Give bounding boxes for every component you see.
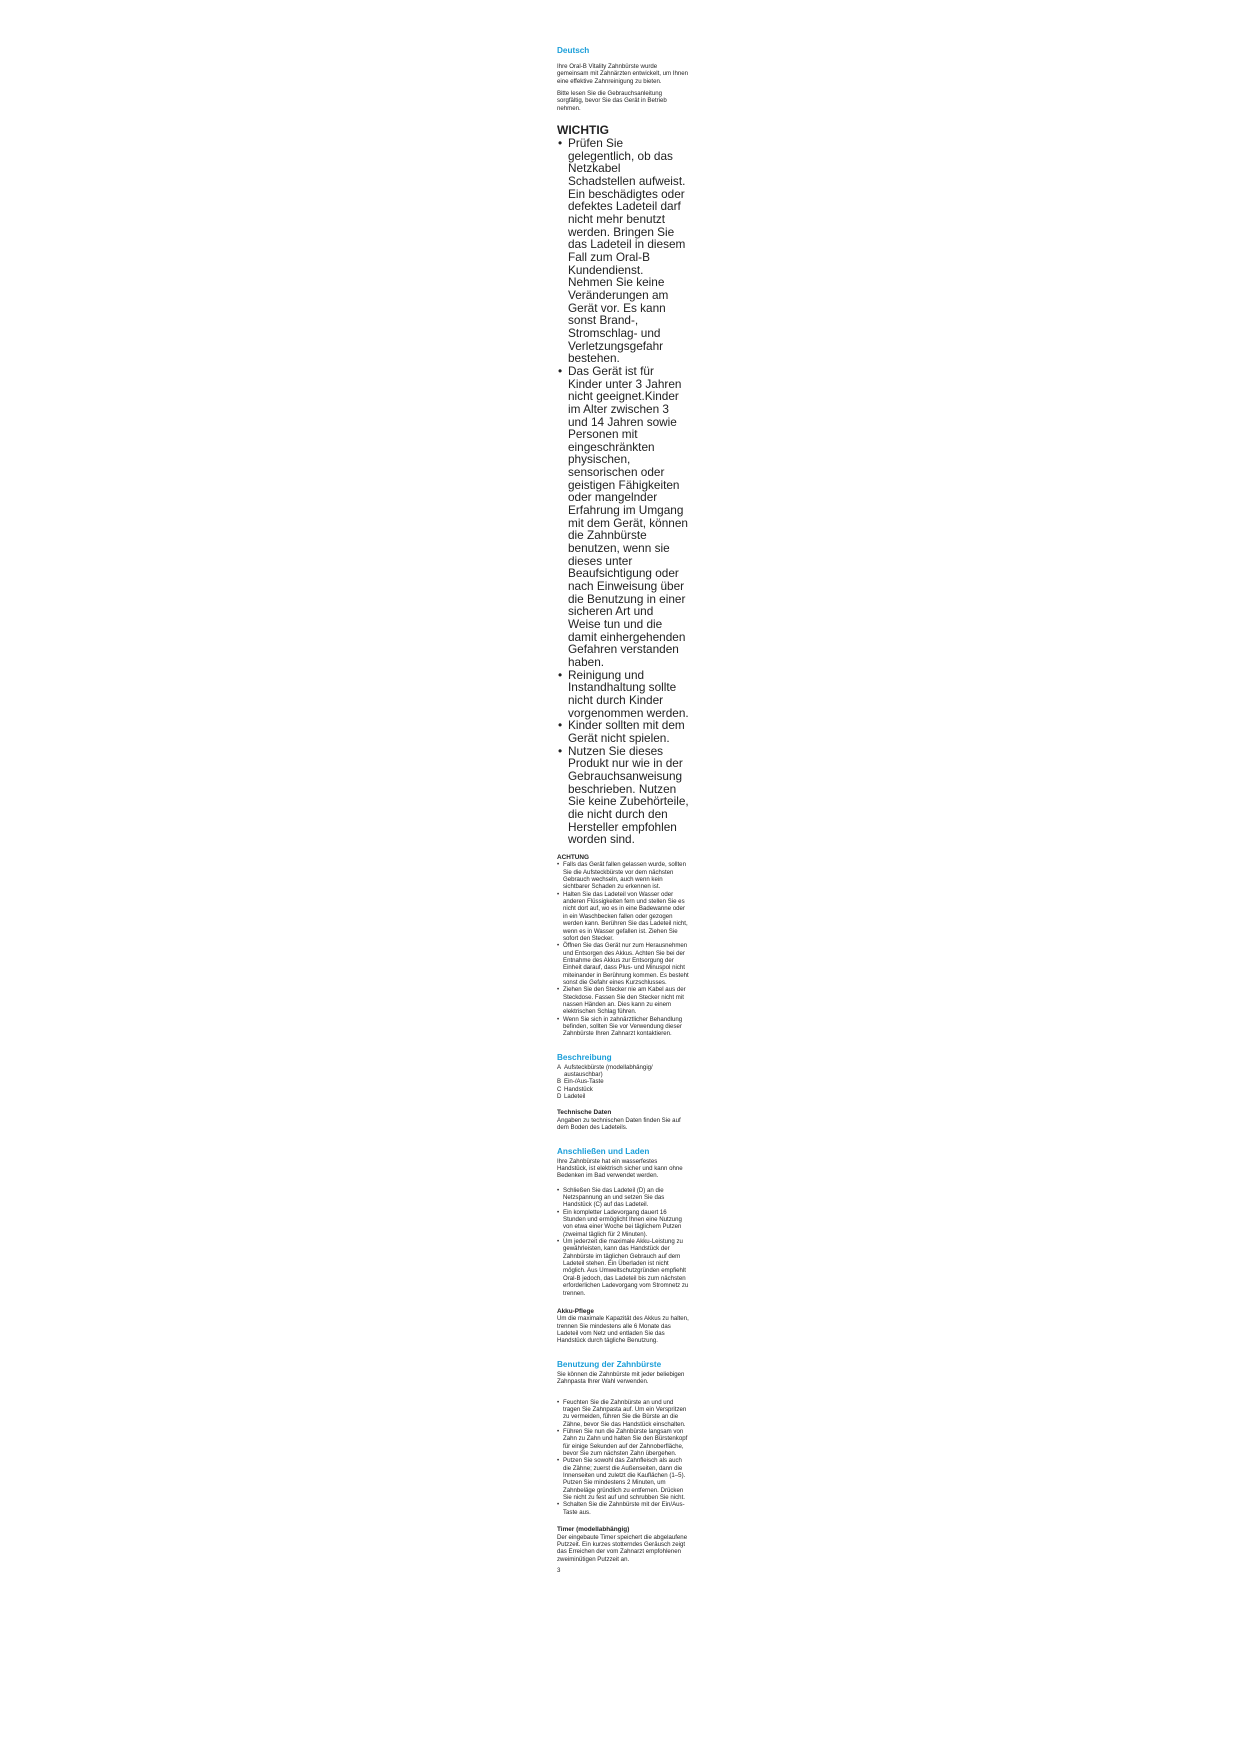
- section-title-deutsch: Deutsch: [557, 46, 590, 55]
- list-item: • Öffnen Sie das Gerät nur zum Herausnehmen und Entsorgen des Akkus. Achten Sie bei der Entnahme des Akkus zur Entsorgung der Einheit darauf, dass Plus- und Minuspol nicht miteinander in Berührung kommen. Es besteht sonst die Gefahr eines Kurzschlusses.: [557, 942, 689, 986]
- achtung-heading: ACHTUNG: [557, 853, 589, 861]
- technische-daten-heading: Technische Daten: [557, 1109, 612, 1117]
- list-item: • Prüfen Sie gelegentlich, ob das Netzkabel Schadstellen aufweist. Ein beschädigtes oder defektes Ladeteil darf nicht mehr benutzt werden. Bringen Sie das Ladeteil in diesem Fall zum Oral-B Kundendienst. Nehmen Sie keine Veränderungen am Gerät vor. Es kann sonst Brand-, Stromschlag- und Verletzungsgefahr bestehen.: [557, 137, 689, 365]
- list-item: • Reinigung und Instandhaltung sollte nicht durch Kinder vorgenommen werden.: [557, 669, 689, 720]
- technische-daten-text: Angaben zu technischen Daten finden Sie auf dem Boden des Ladeteils.: [557, 1116, 681, 1132]
- text-column: [557, 46, 689, 1574]
- anschliessen-heading: Anschließen und Laden: [557, 1146, 650, 1156]
- list-item: • Führen Sie nun die Zahnbürste langsam von Zahn zu Zahn und halten Sie den Bürstenkopf für einige Sekunden auf der Zahnoberfläche, bevor Sie zum nächsten Zahn übergehen.: [557, 1428, 689, 1457]
- page-number: 3: [557, 1566, 561, 1574]
- intro-paragraph-2: Bitte lesen Sie die Gebrauchsanleitung sorgfältig, bevor Sie das Gerät in Betrieb nehmen.: [557, 90, 667, 112]
- list-item: D Ladeteil: [557, 1093, 586, 1101]
- beschreibung-heading: Beschreibung: [557, 1052, 612, 1062]
- achtung-list: [557, 861, 689, 1037]
- list-item: • Schließen Sie das Ladeteil (D) an die Netzspannung an und setzen Sie das Handstück (C) auf das Ladeteil.: [557, 1187, 689, 1209]
- list-item: • Nutzen Sie dieses Produkt nur wie in der Gebrauchsanweisung beschrieben. Nutzen Sie keine Zubehörteile, die nicht durch den Hersteller empfohlen worden sind.: [557, 745, 689, 846]
- list-item: • Feuchten Sie die Zahnbürste an und und tragen Sie Zahnpasta auf. Um ein Verspritzen zu vermeiden, führen Sie die Bürste an die Zähne, bevor Sie das Handstück einschalten.: [557, 1399, 689, 1428]
- timer-text: Der eingebaute Timer speichert die abgelaufene Putzzeit. Ein kurzes stotterndes Geräusch zeigt das Erreichen der vom Zahnarzt empfohlenen zweiminütigen Putzzeit an.: [557, 1533, 688, 1563]
- timer-heading: Timer (modellabhängig): [557, 1526, 630, 1533]
- list-item: • Halten Sie das Ladeteil von Wasser oder anderen Flüssigkeiten fern und stellen Sie es nicht dort auf, wo es in eine Badewanne oder in ein Waschbecken fallen oder gezogen werden kann. Berühren Sie das Ladeteil nicht, wenn es in Wasser gefallen ist. Ziehen Sie sofort den Stecker.: [557, 891, 689, 942]
- list-item: A Aufsteckbürste (modellabhängig/ austauschbar): [557, 1063, 653, 1078]
- list-item: • Wenn Sie sich in zahnärztlicher Behandlung befinden, sollten Sie vor Verwendung dieser Zahnbürste Ihren Zahnarzt kontaktieren.: [557, 1016, 689, 1038]
- akku-pflege-text: Um die maximale Kapazität des Akkus zu halten, trennen Sie mindestens alle 6 Monate das Ladeteil vom Netz und entladen Sie das Handstück durch tägliche Benutzung.: [557, 1315, 689, 1345]
- list-item: B Ein-/Aus-Taste: [557, 1078, 604, 1086]
- anschliessen-list: [557, 1187, 689, 1297]
- anschliessen-text: Ihre Zahnbürste hat ein wasserfestes Handstück, ist elektrisch sicher und kann ohne Bedenken im Bad verwendet werden.: [557, 1157, 683, 1180]
- benutzung-list: [557, 1399, 689, 1517]
- list-item: • Kinder sollten mit dem Gerät nicht spielen.: [557, 719, 689, 744]
- wichtig-list: [557, 137, 689, 846]
- wichtig-heading: WICHTIG: [557, 123, 609, 138]
- benutzung-text: Sie können die Zahnbürste mit jeder beliebigen Zahnpasta Ihrer Wahl verwenden.: [557, 1370, 685, 1386]
- intro-paragraph-1: Ihre Oral-B Vitality Zahnbürste wurde gemeinsam mit Zahnärzten entwickelt, um Ihnen eine effektive Zahnreinigung zu bieten.: [557, 63, 689, 85]
- list-item: • Ein kompletter Ladevorgang dauert 16 Stunden und ermöglicht Ihnen eine Nutzung von etwa einer Woche bei täglichem Putzen (zweimal täglich für 2 Minuten).: [557, 1209, 689, 1238]
- list-item: • Das Gerät ist für Kinder unter 3 Jahren nicht geeignet.Kinder im Alter zwischen 3 und 14 Jahren sowie Personen mit eingeschränkten physischen, sensorischen oder geistigen Fähigkeiten oder mangelnder Erfahrung im Umgang mit dem Gerät, können die Zahnbürste benutzen, wenn sie dieses unter Beaufsichtigung oder nach Einweisung über die Benutzung in einer sicheren Art und Weise tun und die damit einhergehenden Gefahren verstanden haben.: [557, 365, 689, 669]
- list-item: • Um jederzeit die maximale Akku-Leistung zu gewährleisten, kann das Handstück der Zahnbürste im täglichen Gebrauch auf dem Ladeteil stehen. Ein Überladen ist nicht möglich. Aus Umweltschutzgründen empfiehlt Oral-B jedoch, das Ladeteil bis zum nächsten erforderlichen Ladevorgang vom Stromnetz zu trennen.: [557, 1238, 689, 1297]
- beschreibung-list: [557, 1064, 689, 1101]
- list-item: • Falls das Gerät fallen gelassen wurde, sollten Sie die Aufsteckbürste vor dem nächsten Gebrauch wechseln, auch wenn kein sichtbarer Schaden zu erkennen ist.: [557, 861, 689, 890]
- list-item: • Ziehen Sie den Stecker nie am Kabel aus der Steckdose. Fassen Sie den Stecker nicht mit nassen Händen an. Dies kann zu einem elektrischen Schlag führen.: [557, 986, 689, 1015]
- list-item: • Putzen Sie sowohl das Zahnfleisch als auch die Zähne; zuerst die Außenseiten, dann die Innenseiten und zuletzt die Kauflächen (1–5). Putzen Sie mindestens 2 Minuten, um Zahnbeläge gründlich zu entfernen. Drücken Sie nicht zu fest auf und schrubben Sie nicht.: [557, 1457, 689, 1501]
- list-item: • Schalten Sie die Zahnbürste mit der Ein/Aus-Taste aus.: [557, 1501, 689, 1516]
- benutzung-heading: Benutzung der Zahnbürste: [557, 1359, 662, 1369]
- akku-pflege-heading: Akku-Pflege: [557, 1307, 594, 1315]
- list-item: C Handstück: [557, 1085, 593, 1093]
